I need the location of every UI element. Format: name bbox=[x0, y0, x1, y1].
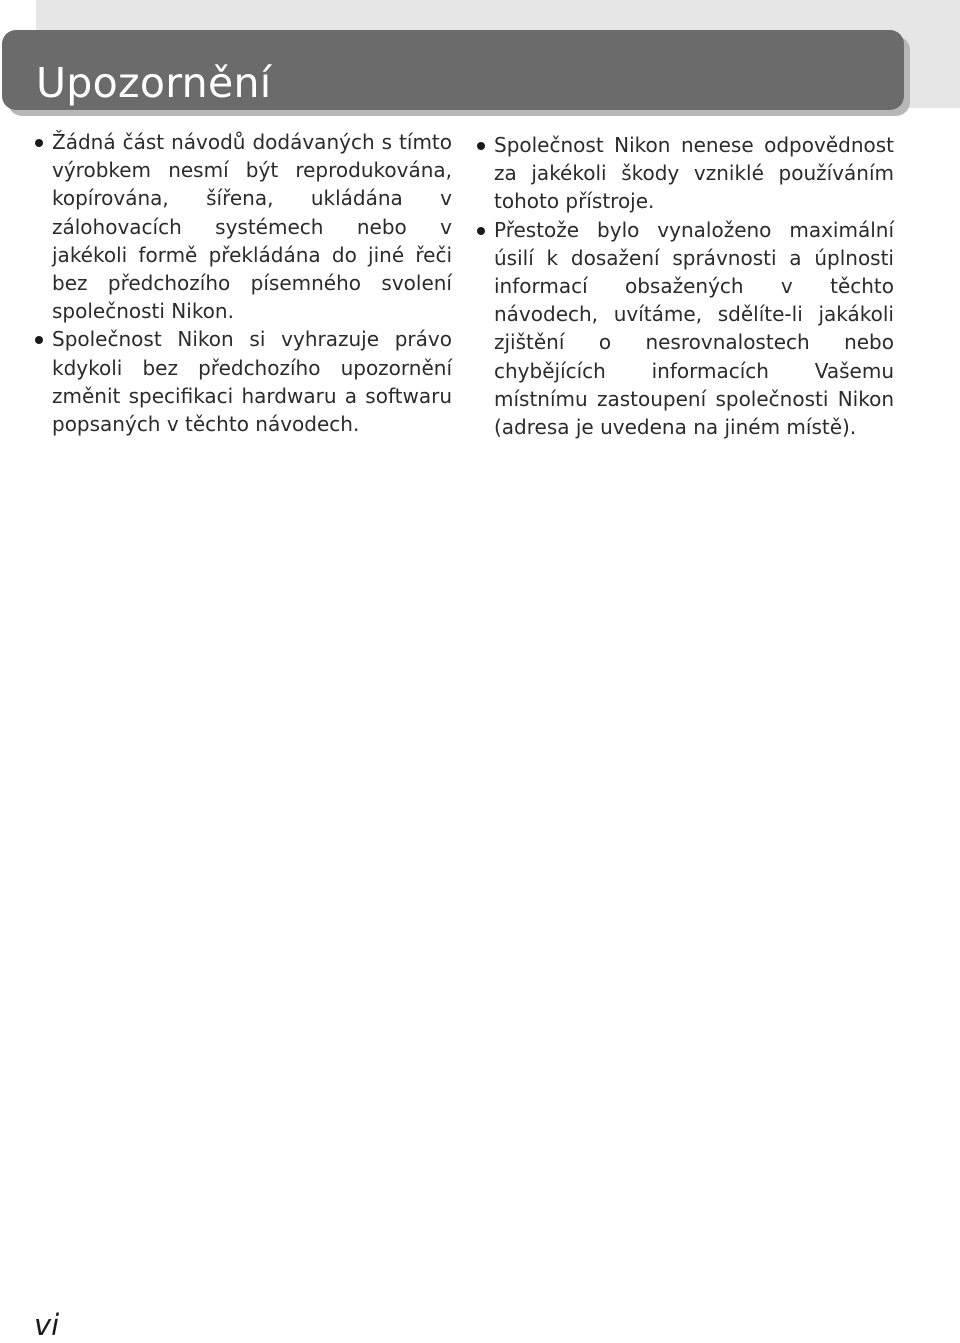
page-number: vi bbox=[34, 1308, 60, 1342]
bullet-icon bbox=[35, 139, 43, 147]
list-item-text: Žádná část návodů dodávaných s tímto výrobkem nesmí být reprodukována, kopírována, šířena, ukládána v zálohovacích systémech nebo v jakékoli formě překládána do jiné řeči bez předchozího písemného svolení společnosti Nikon. bbox=[52, 130, 452, 324]
list-item bbox=[474, 131, 894, 216]
right-bullet-list bbox=[474, 131, 894, 441]
bullet-icon bbox=[477, 227, 485, 235]
left-bullet-list bbox=[32, 128, 452, 438]
list-item-text: Společnost Nikon si vyhrazuje právo kdykoli bez předchozího upozornění změnit specifikaci hardwaru a softwaru popsaných v těchto návodech. bbox=[52, 327, 452, 437]
list-item bbox=[474, 216, 894, 442]
right-column bbox=[474, 131, 894, 441]
left-column bbox=[32, 128, 452, 438]
list-item bbox=[32, 128, 452, 325]
header-bar bbox=[2, 30, 904, 110]
bullet-icon bbox=[35, 336, 43, 344]
list-item bbox=[32, 325, 452, 438]
list-item-text: Přestože bylo vynaloženo maximální úsilí k dosažení správnosti a úplnosti informací obsažených v těchto návodech, uvítáme, sdělíte-li jakákoli zjištění o nesrovnalostech nebo chybějících informacích Vašemu místnímu zastoupení společnosti Nikon (adresa je uvedena na jiném místě). bbox=[494, 217, 894, 440]
page-title: Upozornění bbox=[36, 59, 272, 107]
list-item-text: Společnost Nikon nenese odpovědnost za jakékoli škody vzniklé používáním tohoto přístroje. bbox=[494, 133, 894, 214]
bullet-icon bbox=[477, 142, 485, 150]
